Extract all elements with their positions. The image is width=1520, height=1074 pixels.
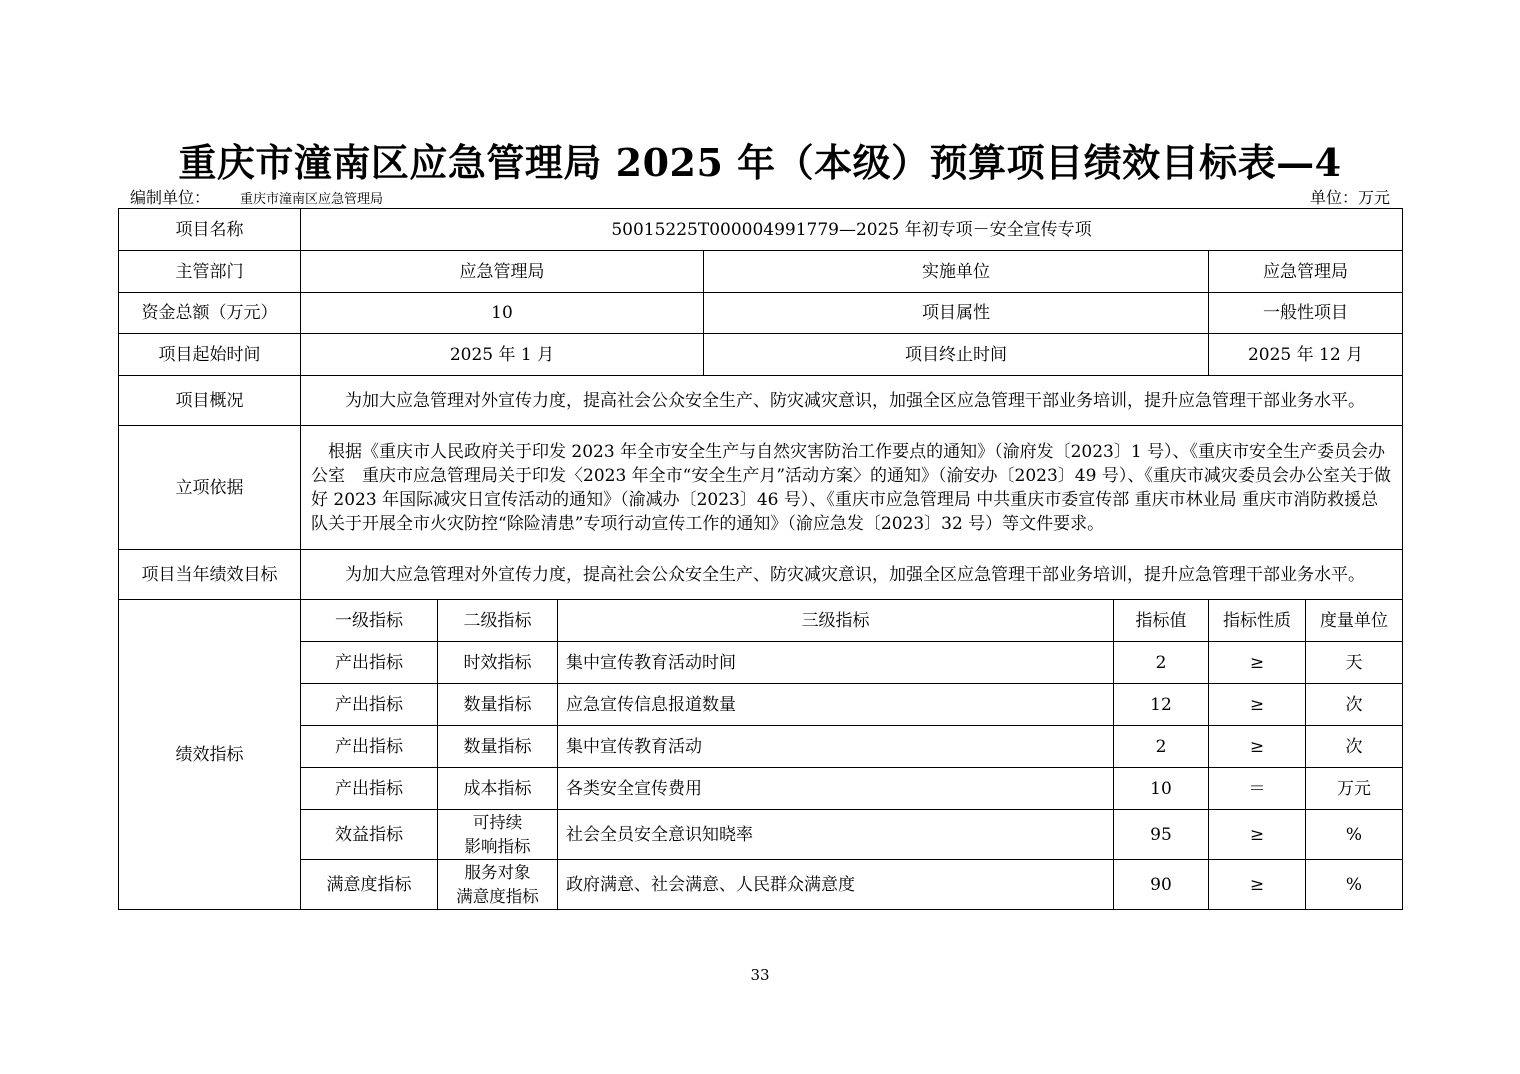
compiler-info bbox=[130, 185, 383, 208]
indicator-level3: 集中宣传教育活动 bbox=[558, 726, 1114, 768]
indicator-nature: ≥ bbox=[1209, 810, 1306, 860]
row-goal bbox=[119, 550, 1403, 600]
indicator-level2-line1: 服务对象 bbox=[464, 862, 531, 882]
funds-label: 资金总额（万元） bbox=[119, 293, 301, 334]
indicator-level2 bbox=[438, 860, 558, 910]
header-level2: 二级指标 bbox=[438, 600, 558, 642]
unit-label: 单位：万元 bbox=[1309, 188, 1390, 207]
header-level1: 一级指标 bbox=[301, 600, 438, 642]
indicator-unit: 天 bbox=[1306, 642, 1403, 684]
table-row bbox=[119, 684, 1403, 726]
indicator-level1: 满意度指标 bbox=[301, 860, 438, 910]
header-level3: 三级指标 bbox=[558, 600, 1114, 642]
table-row bbox=[119, 768, 1403, 810]
dept-label: 主管部门 bbox=[119, 251, 301, 293]
basis-label: 立项依据 bbox=[119, 426, 301, 550]
table-row bbox=[119, 860, 1403, 910]
indicator-unit: % bbox=[1306, 860, 1403, 910]
compiler-name: 重庆市潼南区应急管理局 bbox=[240, 192, 384, 207]
basis-text: 根据《重庆市人民政府关于印发 2023 年全市安全生产与自然灾害防治工作要点的通知》（渝府发〔2023〕1 号）、《重庆市安全生产委员会办公室 重庆市应急管理局关于印发〈2023 年全市“安全生产月”活动方案〉的通知》（渝安办〔2023〕49 号）、《重庆市减灾委员会办公室关于做好 2023 年国际减灾日宣传活动的通知》（渝减办〔2023〕46 号）、《重庆市应急管理局 中共重庆市委宣传部 重庆市林业局 重庆市消防救援总队关于开展全市火灾防控“除险清患”专项行动宣传工作的通知》（渝应急发〔2023〕32 号）等文件要求。 bbox=[301, 426, 1403, 550]
goal-text: 为加大应急管理对外宣传力度，提高社会公众安全生产、防灾减灾意识，加强全区应急管理干部业务培训，提升应急管理干部业务水平。 bbox=[301, 550, 1403, 600]
header-nature: 指标性质 bbox=[1209, 600, 1306, 642]
indicator-level1: 产出指标 bbox=[301, 642, 438, 684]
header-value: 指标值 bbox=[1114, 600, 1209, 642]
goal-label: 项目当年绩效目标 bbox=[119, 550, 301, 600]
indicator-value: 90 bbox=[1114, 860, 1209, 910]
indicator-value: 10 bbox=[1114, 768, 1209, 810]
document-title: 重庆市潼南区应急管理局 2025 年（本级）预算项目绩效目标表—4 bbox=[178, 140, 1342, 185]
attr-value: 一般性项目 bbox=[1209, 293, 1403, 334]
end-label: 项目终止时间 bbox=[704, 334, 1209, 376]
indicator-level2-line2: 影响指标 bbox=[464, 836, 531, 856]
row-project-name bbox=[119, 209, 1403, 251]
indicator-level1: 效益指标 bbox=[301, 810, 438, 860]
indicator-level3: 应急宣传信息报道数量 bbox=[558, 684, 1114, 726]
funds-value: 10 bbox=[301, 293, 704, 334]
performance-target-table bbox=[118, 208, 1403, 910]
row-funds bbox=[119, 293, 1403, 334]
overview-label: 项目概况 bbox=[119, 376, 301, 426]
indicator-level1: 产出指标 bbox=[301, 684, 438, 726]
indicator-level2: 数量指标 bbox=[438, 684, 558, 726]
attr-label: 项目属性 bbox=[704, 293, 1209, 334]
indicator-nature: ≥ bbox=[1209, 684, 1306, 726]
overview-text: 为加大应急管理对外宣传力度，提高社会公众安全生产、防灾减灾意识，加强全区应急管理干部业务培训，提升应急管理干部业务水平。 bbox=[301, 376, 1403, 426]
row-period bbox=[119, 334, 1403, 376]
row-department bbox=[119, 251, 1403, 293]
indicator-level1: 产出指标 bbox=[301, 768, 438, 810]
project-name-value: 50015225T000004991779—2025 年初专项－安全宣传专项 bbox=[301, 209, 1403, 251]
indicator-nature: ≥ bbox=[1209, 860, 1306, 910]
indicator-level2 bbox=[438, 810, 558, 860]
indicator-value: 2 bbox=[1114, 726, 1209, 768]
page-number: 33 bbox=[750, 966, 770, 984]
indicator-level1: 产出指标 bbox=[301, 726, 438, 768]
indicators-label: 绩效指标 bbox=[119, 600, 301, 910]
table-row bbox=[119, 810, 1403, 860]
indicator-nature: ≥ bbox=[1209, 726, 1306, 768]
table-row bbox=[119, 726, 1403, 768]
indicator-unit: % bbox=[1306, 810, 1403, 860]
indicator-level2-line1: 可持续 bbox=[472, 812, 523, 832]
indicator-unit: 万元 bbox=[1306, 768, 1403, 810]
project-name-label: 项目名称 bbox=[119, 209, 301, 251]
indicator-value: 95 bbox=[1114, 810, 1209, 860]
header-unit: 度量单位 bbox=[1306, 600, 1403, 642]
compiler-label: 编制单位： bbox=[130, 188, 211, 207]
indicator-level3: 各类安全宣传费用 bbox=[558, 768, 1114, 810]
impl-value: 应急管理局 bbox=[1209, 251, 1403, 293]
indicator-level3: 社会全员安全意识知晓率 bbox=[558, 810, 1114, 860]
row-basis bbox=[119, 426, 1403, 550]
row-overview bbox=[119, 376, 1403, 426]
indicator-value: 2 bbox=[1114, 642, 1209, 684]
impl-label: 实施单位 bbox=[704, 251, 1209, 293]
indicator-value: 12 bbox=[1114, 684, 1209, 726]
indicator-unit: 次 bbox=[1306, 684, 1403, 726]
indicator-level2-line2: 满意度指标 bbox=[456, 886, 539, 906]
indicator-unit: 次 bbox=[1306, 726, 1403, 768]
indicator-level3: 政府满意、社会满意、人民群众满意度 bbox=[558, 860, 1114, 910]
indicator-nature: ＝ bbox=[1209, 768, 1306, 810]
indicator-level2: 成本指标 bbox=[438, 768, 558, 810]
indicator-header-row bbox=[119, 600, 1403, 642]
end-value: 2025 年 12 月 bbox=[1209, 334, 1403, 376]
indicator-nature: ≥ bbox=[1209, 642, 1306, 684]
table-row bbox=[119, 642, 1403, 684]
indicator-level2: 时效指标 bbox=[438, 642, 558, 684]
indicator-level2: 数量指标 bbox=[438, 726, 558, 768]
start-value: 2025 年 1 月 bbox=[301, 334, 704, 376]
start-label: 项目起始时间 bbox=[119, 334, 301, 376]
dept-value: 应急管理局 bbox=[301, 251, 704, 293]
indicator-level3: 集中宣传教育活动时间 bbox=[558, 642, 1114, 684]
